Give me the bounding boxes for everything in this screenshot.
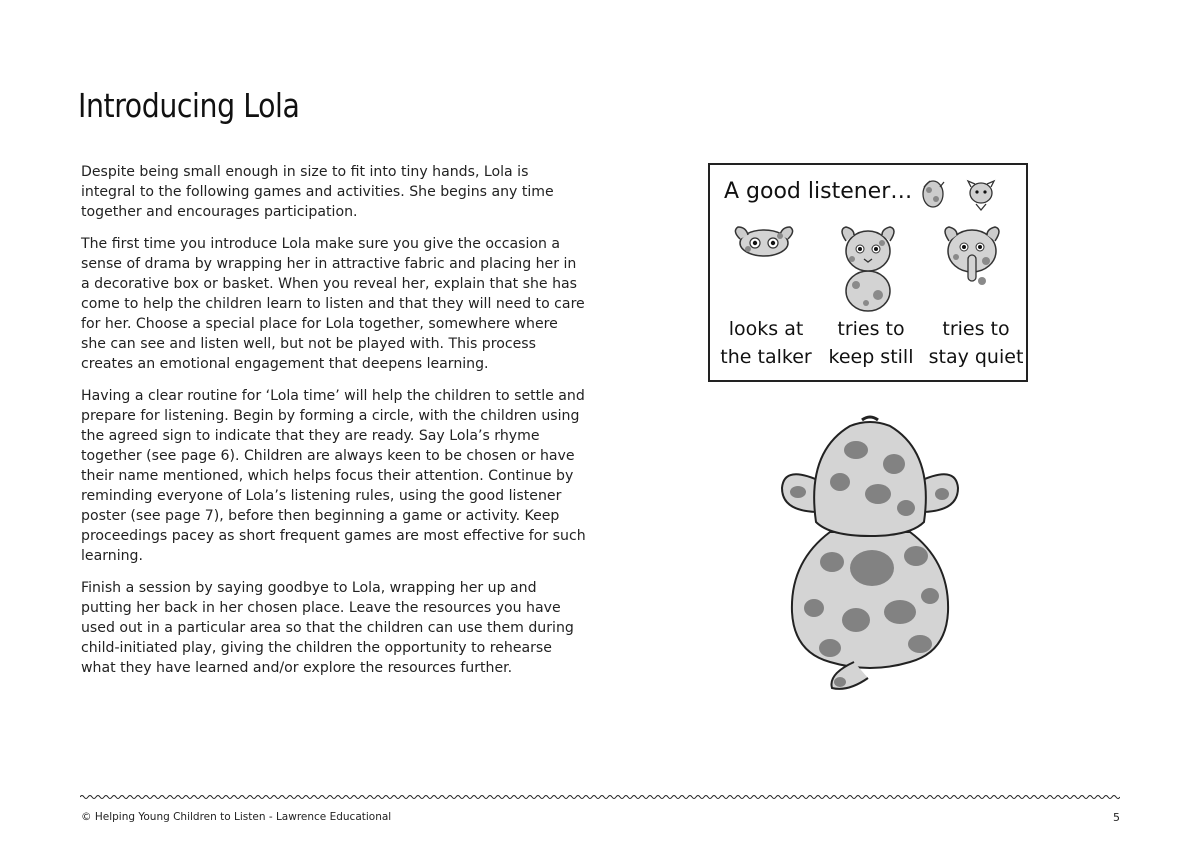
body-text <box>81 162 587 690</box>
poster-item-stay-quiet <box>926 315 1026 371</box>
lola-finger-on-lips-icon <box>936 223 1008 293</box>
lola-sitting-icon <box>830 223 906 315</box>
lola-hands-icon <box>918 177 948 211</box>
lola-face-small-icon <box>964 177 998 211</box>
paragraph: Having a clear routine for ‘Lola time’ will help the children to settle and prepare for listening. Begin by forming a circle, with the children using the agreed sign to indicate that they are ready. Say Lola’s rhyme together (see page 6). Children are always keen to be chosen or have their name mentioned, which helps focus their attention. Continue by reminding everyone of Lola’s listening rules, using the good listener poster (see page 7), before then beginning a game or activity. Keep proceedings pacey as short frequent games are most effective for such learning. <box>81 388 586 564</box>
poster-item-line: the talker <box>720 346 812 368</box>
good-listener-poster <box>708 163 1028 382</box>
poster-item-line: looks at <box>728 318 804 340</box>
page-number: 5 <box>1113 811 1120 824</box>
poster-heading: A good listener… <box>724 179 913 204</box>
poster-item-line: keep still <box>828 346 914 368</box>
paragraph: The first time you introduce Lola make sure you give the occasion a sense of drama by wrapping her in attractive fabric and placing her in a decorative box or basket. When you reveal her, explain that she has come to help the children learn to listen and that they will need to care for her. Choose a special place for Lola together, somewhere where she can see and listen well, but not be played with. This process creates an emotional engagement that deepens learning. <box>81 236 585 372</box>
footer-credit: © Helping Young Children to Listen - Lawrence Educational <box>81 811 392 823</box>
poster-item-keep-still <box>821 315 921 371</box>
poster-item-line: stay quiet <box>928 346 1024 368</box>
paragraph: Despite being small enough in size to fit into tiny hands, Lola is integral to the following games and activities. She begins any time together and encourages participation. <box>81 164 554 220</box>
page-title: Introducing Lola <box>78 86 300 125</box>
poster-item-looks-at-talker <box>716 315 816 371</box>
poster-item-line: tries to <box>942 318 1010 340</box>
paragraph: Finish a session by saying goodbye to Lola, wrapping her up and putting her back in her chosen place. Leave the resources you have used out in a particular area so that the children can use them during child-initiated play, giving the children the opportunity to rehearse what they have learned and/or explore the resources further. <box>81 580 574 676</box>
poster-item-line: tries to <box>837 318 905 340</box>
lola-leopard-back-icon <box>770 412 970 692</box>
lola-eyes-icon <box>728 223 800 263</box>
footer-wavy-divider <box>80 792 1120 802</box>
